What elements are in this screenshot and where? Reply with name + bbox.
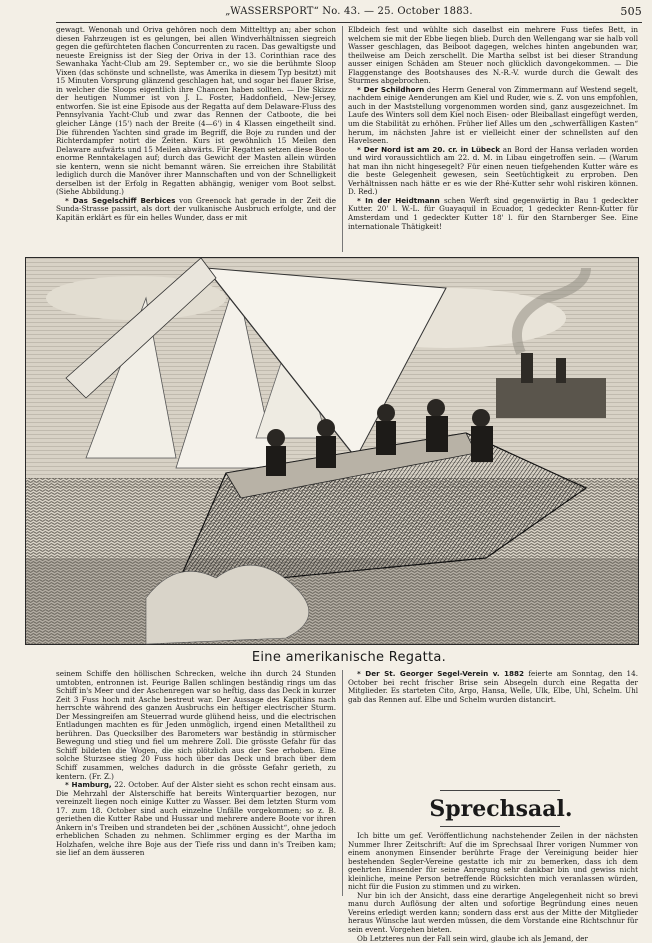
article-berbices bbox=[56, 197, 336, 223]
article-heidtmann bbox=[348, 197, 638, 231]
column-divider-top bbox=[342, 26, 343, 252]
regatta-engraving bbox=[25, 257, 639, 645]
column-right-top bbox=[348, 26, 638, 256]
article-martha-continued: Elbdeich fest und wühlte sich daselbst ein mehrere Fuss tiefes Bett, in welchem sie mit der Ebbe liegen blieb. Durch den Wellengang war sie halb voll Wasser geschlagen, das Beiboot dagegen, welches hinten angebunden war, theilweise am Deich zerschellt. Die Martha selbst ist bei dieser Strandung ausser einigen Schäden am Steuer noch glücklich davongekommen. — Die Flaggenstange des Bootshauses des N.-R.-V. wurde durch die Gewalt des Sturmes abgebrochen. bbox=[348, 25, 638, 86]
column-divider-bottom bbox=[342, 670, 343, 896]
column-right-bottom bbox=[348, 670, 638, 742]
article-st-georger-text: feierte am Sonntag, den 14. October bei recht frischer Brise sein Absegeln durch eine Regatta der Mitglieder. Es starteten Cito, Argo, Hansa, Welle, Ulk, Elbe, Uhl, Schelm. Uhl gab das Rennen auf. Elbe und Schelm wurden distancirt. bbox=[348, 669, 638, 704]
article-st-georger-lead: * Der St. Georger Segel-Verein v. 1882 bbox=[357, 669, 525, 678]
regatta-engraving-drawing bbox=[26, 258, 638, 644]
running-title: „WASSERSPORT“ No. 43. — 25. October 1883. bbox=[225, 6, 473, 17]
article-schildhorn bbox=[348, 86, 638, 146]
article-st-georger bbox=[348, 670, 638, 704]
article-hamburg bbox=[56, 781, 336, 858]
section-rule-bottom bbox=[440, 826, 560, 827]
sprechsaal-paragraph: Ich bitte um gef. Veröffentlichung nachstehender Zeilen in der nächsten Nummer Ihrer Zeitschrift: Auf die im Sprechsaal Ihrer vorigen Nummer von einem anonymen Einsender berührte Frage der Vereinigung beider hier bestehenden Segler-Vereine gestatte ich mir zu bemerken, dass ich dem geehrten Einsender für seine Anregung sehr dankbar bin und gewiss nicht kleinliche, meine Person betreffende Rücksichten mich veranlassen würden, nicht für die Fusion zu stimmen und zu wirken. bbox=[348, 831, 638, 892]
column-left-bottom bbox=[56, 670, 336, 898]
illustration-caption: Eine amerikanische Regatta. bbox=[251, 650, 447, 665]
section-rule-top bbox=[440, 790, 560, 791]
column-left-top bbox=[56, 26, 336, 256]
sprechsaal-heading: Sprechsaal. bbox=[429, 796, 573, 822]
article-nord-text: an Bord der Hansa verladen worden und wird voraussichtlich am 22. d. M. in Libau eingetroffen sein. — (Warum hat man ihn nicht hingesegelt? Für einen neuen tiefgehenden Kutter wäre es die beste Gelegenheit gewesen, sein Seetüchtigkeit zu erproben. Den Verhältnissen nach hätte er es wie der Rhé-Kutter sehr wohl riskiren können. D. Red.) bbox=[348, 144, 638, 197]
article-heidtmann-lead: * In der Heidtmann bbox=[357, 195, 440, 205]
sprechsaal-paragraph: Ob Letzteres nun der Fall sein wird, glaube ich als Jemand, der bbox=[357, 933, 588, 943]
article-nord-lead: * Der Nord ist am 20. cr. in Lübeck bbox=[357, 144, 500, 154]
page-number: 505 bbox=[620, 5, 642, 18]
page-header bbox=[56, 6, 642, 22]
article-hamburg-text: 22. October. Auf der Alster sieht es schon recht einsam aus. Die Mehrzahl der Alsterschiffe hat bereits Winterquartier bezogen, nur vereinzelt liegen noch einige Kutter zu Wasser. Bei dem letzten Sturm vom 17. zum 18. October sind auch einzelne Unfälle vorgekommen; so z. B. geriethen die Kutter Rabe und Hussar und mehrere andere Boote vor ihren Ankern in's Treiben und strandeten bei der „schönen Aussicht“, ohne jedoch erheblichen Schaden zu nehmen. Schlimmer erging es der Martha im Holzhafen, welche ihre Boje aus der Tiefe riss und dann in's Treiben kam; sie lief an dem äusseren bbox=[56, 780, 336, 858]
article-hamburg-lead: * Hamburg, bbox=[65, 780, 112, 790]
article-nord bbox=[348, 146, 638, 197]
article-berbices-lead: * Das Segelschiff Berbices bbox=[65, 195, 176, 205]
article-berbices-continued: seinem Schiffe den höllischen Schrecken, welche ihn durch 24 Stunden umtobten, entronnen ist. Feurige Ballen schlingen beständig rings um das Schiff in's Meer und der Aschenregen war so heftig, dass das Deck in kurzer Zeit 3 Fuss hoch mit Asche bestreut war. Der Aussage des Kapitäns nach herrschte während des ganzen Ausbruchs ein heftiger electrischer Sturm. Der Messingreifen am Steuerrad wurde glühend heiss, und die electrischen Entladungen machten es für Jeden unmöglich, irgend einen Metalltheil zu berühren. Das Quecksilber des Barometers war beständig in stürmischer Bewegung und stieg und fiel um mehrere Zoll. Die grösste Gefahr für das Schiff bildeten die Wogen, die sich plötzlich aus der See erhoben. Eine solche Sturzsee stieg 20 Fuss hoch über das Deck und brach über dem Schiff zusammen, welches dadurch in die grösste Gefahr gerieth, zu kentern. (Fr. Z.) bbox=[56, 669, 336, 781]
article-heidtmann-text: schen Werft sind gegenwärtig in Bau 1 gedeckter Kutter. 20' l. W.-L. für Guayaquil in Ecuador, 1 gedeckter Renn-Kutter für Amsterdam und 1 gedeckter Kutter 18' l. für den Starnberger See. Eine internationale Thätigkeit! bbox=[348, 195, 638, 231]
article-schildhorn-text: des Herrn General von Zimmermann auf Westend segelt, nachdem einige Aenderungen am Kiel und Ruder, wie s. Z. von uns empfohlen, auch in der Maststellung vorgenommen worden sind, ganz ausgezeichnet. Im Laufe des Winters soll dem Kiel noch Eisen- oder Bleiballast eingefügt werden, um die Stabilität zu erhöhen. Früher lief Alles um den „schwerfälligen Kasten“ herum, im nächsten Jahre ist er vielleicht einer der schnellsten auf den Havelseen. bbox=[348, 84, 639, 146]
article-berbices-text: von Greenock hat gerade in der Zeit die Sunda-Strasse passirt, als dort der vulkanische Ausbruch erfolgte, und der Kapitän erklärt es für ein helles Wunder, dass er mit bbox=[56, 195, 336, 223]
sprechsaal-paragraph: Nur bin ich der Ansicht, dass eine derartige Angelegenheit nicht so brevi manu durch Auflösung der alten und sofortige Begründung eines neuen Vereins erledigt werden kann; sondern dass erst aus der Mitte der Mitglieder heraus Wünsche laut werden müssen, die dem Vorstande eine Richtschnur für sein event. Vorgehen bieten. bbox=[348, 890, 638, 935]
header-rule bbox=[56, 22, 642, 23]
article-schildhorn-lead: * Der Schildhorn bbox=[357, 84, 425, 94]
sprechsaal-body bbox=[348, 831, 638, 943]
article-yacht-types: gewagt. Wenonah und Oriva gehören noch dem Mittelttyp an; aber schon diesen Fahrzeugen ist es gelungen, bei allen Windverhältnissen siegreich gegen die gefürchteten flachen Concurrenten zu racen. Das gewaltigste und neueste Ereigniss ist der Sieg der Oriva in der 13. Corinthian race des Sewanhaka Yacht-Club am 29. September cr., wo sie die berühmte Sloop Vixen (das schönste und schnellste, was Amerika in diesem Typ besitzt) mit 15 Minuten Vorsprung glänzend geschlagen hat, und sogar bei flauer Brise, in welcher die Sloops eigentlich ihre Chancen haben sollten. — Die Skizze der heutigen Nummer ist von J. L. Foster, Haddonfield, New-Jersey, entworfen. Sie ist eine Episode aus der Regatta auf dem Delaware-Fluss des Pennsylvania Yacht-Club und zwar das Rennen der Catboote, die bei gleicher Länge (15') nach der Breite (4—6') in 4 Klassen eingetheilt sind. Die führenden Yachten sind grade im Begriff, die Boje zu runden und der Richterdampfer notirt die Zeiten. Kurs ist gewöhnlich 15 Meilen den Delaware aufwärts und 15 Meilen abwärts. Für Regatten setzen diese Boote enorme Renntakelagen auf; durch das Gewicht der Masten allein würden sie kentern, wenn sie nicht bemannt wären. Sie erreichen ihre Stabilität lediglich durch die Manöver ihrer Mannschaften und von der Schnelligkeit derselben ist der Erfolg in Regatten abhängig, weniger vom Boot selbst. (Siehe Abbildung.) bbox=[56, 25, 336, 197]
